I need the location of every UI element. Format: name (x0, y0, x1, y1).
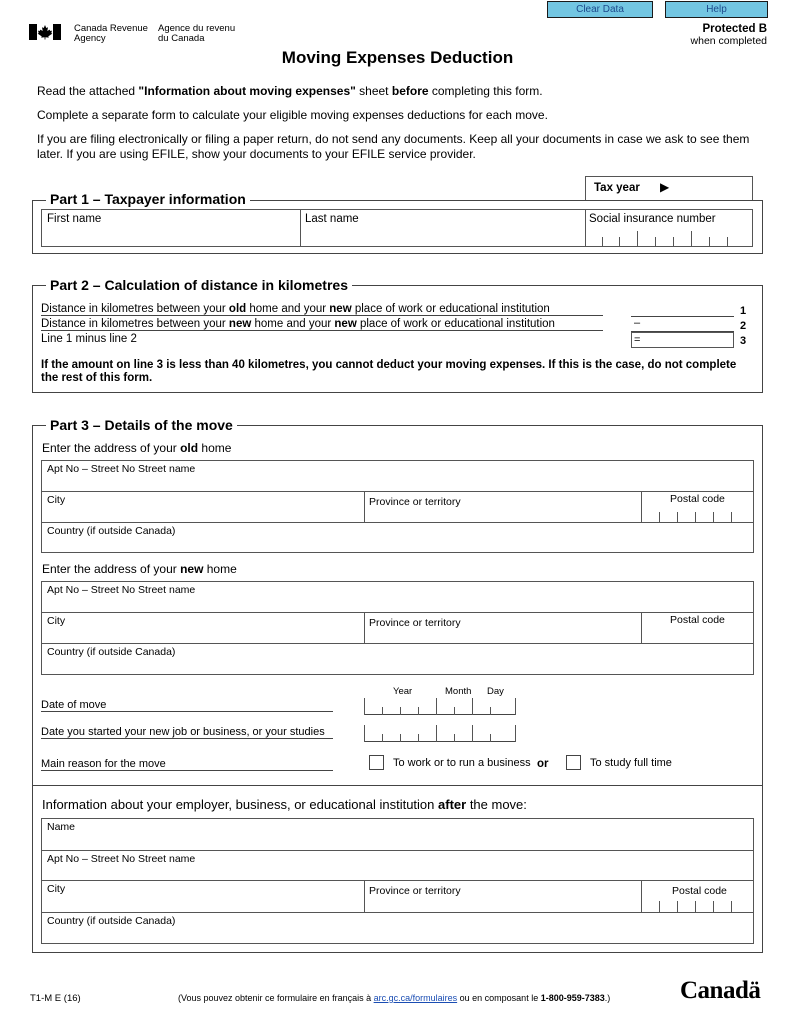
intro-paragraph-1 (37, 84, 543, 98)
old-b: old (180, 441, 199, 455)
warning-line1: If the amount on line 3 is less than 40 kilometres, you cannot deduct your moving expenses. If this is the case, do not complete (41, 359, 737, 371)
agency-en-line1: Canada Revenue (74, 23, 148, 34)
new-b: new (180, 562, 204, 576)
french-b: ou en composant le (457, 993, 541, 1003)
agency-en-line2: Agency (74, 33, 106, 44)
french-phone: 1-800-959-7383 (540, 993, 605, 1003)
employer-postal-label: Postal code (672, 885, 727, 897)
date-started-label: Date you started your new job or business, or your studies (41, 726, 333, 739)
agency-name-en (74, 24, 148, 44)
employer-city-field[interactable] (41, 880, 365, 913)
line-number-3: 3 (740, 335, 747, 347)
new-c: home (203, 562, 237, 576)
line1-d: new (329, 303, 352, 315)
employer-province-label: Province or territory (369, 885, 461, 897)
employer-street-field[interactable] (41, 850, 754, 881)
employer-country-label: Country (if outside Canada) (47, 915, 176, 927)
new-a: Enter the address of your (42, 562, 181, 576)
main-reason-label: Main reason for the move (41, 758, 333, 771)
part3-title: Part 3 – Details of the move (46, 417, 237, 433)
employer-name-field[interactable] (41, 818, 754, 851)
canada-flag-icon (29, 24, 61, 40)
date-of-move-field[interactable] (364, 698, 516, 715)
work-option-label: To work or to run a business (393, 757, 531, 769)
last-name-label: Last name (305, 213, 359, 225)
intro-paragraph-2: Complete a separate form to calculate your eligible moving expenses deductions for each move. (37, 108, 548, 122)
new-country-field[interactable] (41, 643, 754, 675)
old-city-label: City (47, 494, 66, 506)
old-home-heading (42, 441, 231, 455)
old-postal-label: Postal code (670, 493, 725, 505)
line2-c: home and your (251, 318, 335, 330)
line1-b: old (228, 303, 247, 315)
old-c: home (198, 441, 232, 455)
first-name-label: First name (47, 213, 102, 225)
old-province-label: Province or territory (369, 496, 461, 508)
line2-e: place of work or educational institution (356, 318, 555, 330)
study-checkbox[interactable] (566, 755, 581, 770)
tax-year-box (585, 176, 753, 200)
new-province-label: Province or territory (369, 617, 461, 629)
old-province-field[interactable] (364, 491, 642, 523)
clear-data-button[interactable]: Clear Data (547, 1, 653, 18)
section-divider (33, 785, 762, 786)
distance-warning (41, 359, 736, 385)
employer-name-label: Name (47, 821, 76, 833)
line2-b: new (228, 318, 252, 330)
new-city-label: City (47, 615, 66, 627)
intro-p3-line2: later. If you are using EFILE, show your documents to your EFILE service provider. (37, 147, 476, 161)
intro-p1-b: "Information about moving expenses" (138, 84, 356, 98)
new-province-field[interactable] (364, 612, 642, 644)
protected-label (691, 23, 767, 47)
line-number-1: 1 (740, 305, 747, 317)
minus-sign: – (634, 317, 641, 329)
employer-b: after (438, 797, 467, 812)
form-id: T1-M E (16) (30, 993, 81, 1004)
work-checkbox[interactable] (369, 755, 384, 770)
year-label: Year (393, 686, 413, 697)
line2-d: new (334, 318, 357, 330)
french-forms-link[interactable]: arc.gc.ca/formulaires (373, 993, 458, 1003)
employer-country-field[interactable] (41, 912, 754, 944)
date-started-field[interactable] (364, 725, 516, 742)
day-label: Day (487, 686, 504, 697)
old-country-label: Country (if outside Canada) (47, 525, 176, 537)
line1-a: Distance in kilometres between your (41, 303, 229, 315)
intro-p1-e: completing this form. (428, 84, 543, 98)
new-street-label: Apt No – Street No Street name (47, 584, 196, 596)
line1-e: place of work or educational institution (351, 303, 550, 315)
line-number-2: 2 (740, 320, 747, 332)
agency-fr-line1: Agence du revenu (158, 23, 236, 34)
french-a: (Vous pouvez obtenir ce formulaire en français à (178, 993, 374, 1003)
page-title: Moving Expenses Deduction (281, 48, 514, 67)
employer-postal-field[interactable] (641, 880, 754, 913)
old-street-field[interactable] (41, 460, 754, 492)
arrow-right-icon: ▶ (660, 180, 670, 194)
first-name-field[interactable] (41, 209, 301, 247)
french-c: .) (604, 993, 611, 1003)
last-name-field[interactable] (300, 209, 586, 247)
employer-street-label: Apt No – Street No Street name (47, 853, 196, 865)
part1-title: Part 1 – Taxpayer information (46, 191, 250, 207)
month-label: Month (445, 686, 472, 697)
new-street-field[interactable] (41, 581, 754, 613)
canada-wordmark: Canadä (680, 977, 761, 1004)
employer-c: the move: (466, 797, 527, 812)
old-a: Enter the address of your (42, 441, 181, 455)
sin-label: Social insurance number (589, 213, 716, 225)
line2-a: Distance in kilometres between your (41, 318, 229, 330)
line1-input[interactable] (631, 316, 734, 317)
tax-year-label: Tax year (594, 182, 640, 194)
employer-province-field[interactable] (364, 880, 642, 913)
new-postal-field[interactable] (641, 612, 754, 644)
intro-p1-c: sheet (355, 84, 392, 98)
old-street-label: Apt No – Street No Street name (47, 463, 196, 475)
intro-paragraph-3 (37, 132, 749, 162)
intro-p3-line1: If you are filing electronically or filing a paper return, do not send any documents. Keep all your documents in case we ask to see them (37, 132, 750, 146)
protected-b: Protected B (702, 23, 767, 35)
employer-city-label: City (47, 883, 66, 895)
when-completed: when completed (690, 35, 767, 47)
distance-old-row (41, 303, 603, 316)
old-city-field[interactable] (41, 491, 365, 523)
new-home-heading (42, 562, 237, 576)
equals-sign: = (634, 334, 641, 346)
line1-c: home and your (246, 303, 330, 315)
employer-heading (42, 797, 527, 812)
new-postal-label: Postal code (670, 614, 725, 626)
date-of-move-label: Date of move (41, 699, 333, 712)
agency-fr-line2: du Canada (158, 33, 205, 44)
or-label: or (537, 758, 549, 770)
intro-p1-a: Read the attached (37, 84, 139, 98)
french-notice (178, 993, 610, 1003)
warning-line2: the rest of this form. (41, 372, 153, 384)
new-country-label: Country (if outside Canada) (47, 646, 176, 658)
employer-a: Information about your employer, business, or educational institution (42, 797, 439, 812)
intro-p1-d: before (391, 84, 429, 98)
agency-name-fr (158, 24, 235, 44)
part2-title: Part 2 – Calculation of distance in kilometres (46, 277, 352, 293)
new-city-field[interactable] (41, 612, 365, 644)
line3-input[interactable] (631, 332, 734, 348)
help-button[interactable]: Help (665, 1, 768, 18)
distance-new-row (41, 318, 603, 331)
old-country-field[interactable] (41, 522, 754, 553)
study-option-label: To study full time (590, 757, 672, 769)
line3-label: Line 1 minus line 2 (41, 333, 137, 345)
old-postal-field[interactable] (641, 491, 754, 523)
